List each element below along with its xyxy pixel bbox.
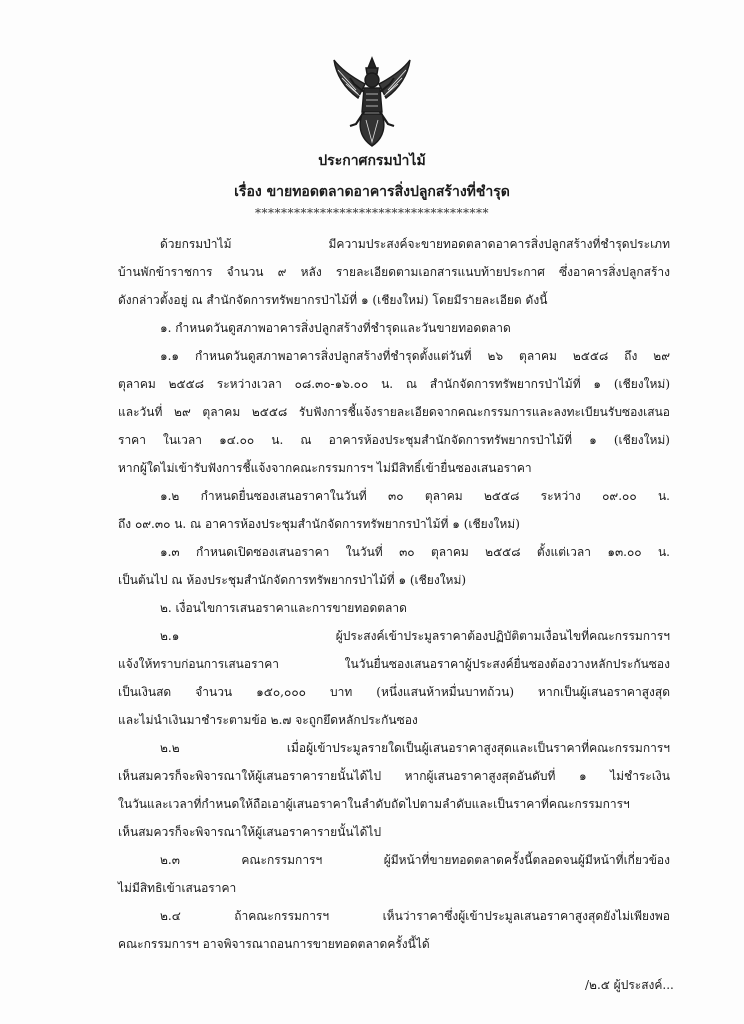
title-separator: ************************************ xyxy=(255,206,489,220)
section-1-1-line: หากผู้ใดไม่เข้ารับฟังการชี้แจ้งจากคณะกรรมการฯ ไม่มีสิทธิ์เข้ายื่นซองเสนอราคา xyxy=(118,461,532,475)
intro-line: บ้านพักข้าราชการ จำนวน ๙ หลัง รายละเอียดตามเอกสารแนบท้ายประกาศ ซึ่งอาคารสิ่งปลูกสร้าง xyxy=(118,265,670,279)
continuation-note: /๒.๕ ผู้ประสงค์... xyxy=(585,978,674,992)
section-1-3-line: ๑.๓ กำหนดเปิดซองเสนอราคา ในวันที่ ๓๐ ตุลาคม ๒๕๕๘ ตั้งแต่เวลา ๑๓.๐๐ น. xyxy=(160,545,670,559)
section-2-heading: ๒. เงื่อนไขการเสนอราคาและการขายทอดตลาด xyxy=(160,601,407,615)
section-2-2-line: เห็นสมควรก็จะพิจารณาให้ผู้เสนอราคารายนั้นได้ไป xyxy=(118,825,382,839)
section-1-heading: ๑. กำหนดวันดูสภาพอาคารสิ่งปลูกสร้างที่ชำรุดและวันขายทอดตลาด xyxy=(160,321,511,335)
section-1-1-line: และวันที่ ๒๙ ตุลาคม ๒๕๕๘ รับฟังการชี้แจ้งรายละเอียดจากคณะกรรมการและลงทะเบียนรับซองเสนอ xyxy=(118,405,670,419)
section-1-1-line: ตุลาคม ๒๕๕๘ ระหว่างเวลา ๐๘.๓๐-๑๖.๐๐ น. ณ สำนักจัดการทรัพยากรป่าไม้ที่ ๑ (เชียงใหม่) xyxy=(118,377,670,391)
section-2-1-line: เป็นเงินสด จำนวน ๑๕๐,๐๐๐ บาท (หนึ่งแสนห้าหมื่นบาทถ้วน) หากเป็นผู้เสนอราคาสูงสุด xyxy=(118,685,670,699)
document-subject: เรื่อง ขายทอดตลาดอาคารสิ่งปลูกสร้างที่ชำรุด xyxy=(234,184,510,200)
section-2-3-line: ๒.๓ คณะกรรมการฯ ผู้มีหน้าที่ขายทอดตลาดครั้งนี้ตลอดจนผู้มีหน้าที่เกี่ยวข้อง xyxy=(160,853,670,867)
section-2-1-line: แจ้งให้ทราบก่อนการเสนอราคา ในวันยื่นซองเสนอราคาผู้ประสงค์ยื่นซองต้องวางหลักประกันซอง xyxy=(118,657,670,671)
intro-line: ด้วยกรมป่าไม้ มีความประสงค์จะขายทอดตลาดอาคารสิ่งปลูกสร้างที่ชำรุดประเภท xyxy=(160,237,670,251)
document-title: ประกาศกรมป่าไม้ xyxy=(318,153,426,169)
section-2-1-line: ๒.๑ ผู้ประสงค์เข้าประมูลราคาต้องปฏิบัติตามเงื่อนไขที่คณะกรรมการฯ xyxy=(160,629,670,643)
section-1-2-line: ถึง ๐๙.๓๐ น. ณ อาคารห้องประชุมสำนักจัดการทรัพยากรป่าไม้ที่ ๑ (เชียงใหม่) xyxy=(118,517,520,531)
section-2-3-line: ไม่มีสิทธิเข้าเสนอราคา xyxy=(118,881,237,895)
section-2-4-line: ๒.๔ ถ้าคณะกรรมการฯ เห็นว่าราคาซึ่งผู้เข้าประมูลเสนอราคาสูงสุดยังไม่เพียงพอ xyxy=(160,909,670,923)
section-2-1-line: และไม่นำเงินมาชำระตามข้อ ๒.๗ จะถูกยึดหลักประกันซอง xyxy=(118,713,418,727)
section-1-2-line: ๑.๒ กำหนดยื่นซองเสนอราคาในวันที่ ๓๐ ตุลาคม ๒๕๕๘ ระหว่าง ๐๙.๐๐ น. xyxy=(160,489,670,503)
garuda-emblem-icon xyxy=(330,54,414,150)
section-1-1-line: ราคา ในเวลา ๑๔.๐๐ น. ณ อาคารห้องประชุมสำนักจัดการทรัพยากรป่าไม้ที่ ๑ (เชียงใหม่) xyxy=(118,433,670,447)
section-2-2-line: ๒.๒ เมื่อผู้เข้าประมูลรายใดเป็นผู้เสนอราคาสูงสุดและเป็นราคาที่คณะกรรมการฯ xyxy=(160,741,670,755)
section-2-2-line: เห็นสมควรก็จะพิจารณาให้ผู้เสนอราคารายนั้นได้ไป หากผู้เสนอราคาสูงสุดอันดับที่ ๑ ไม่ชำระเงิน xyxy=(118,769,670,783)
section-1-3-line: เป็นต้นไป ณ ห้องประชุมสำนักจัดการทรัพยากรป่าไม้ที่ ๑ (เชียงใหม่) xyxy=(118,573,467,587)
intro-line: ดังกล่าวตั้งอยู่ ณ สำนักจัดการทรัพยากรป่าไม้ที่ ๑ (เชียงใหม่) โดยมีรายละเอียด ดังนี้ xyxy=(118,293,548,307)
section-2-2-line: ในวันและเวลาที่กำหนดให้ถือเอาผู้เสนอราคาในลำดับถัดไปตามลำดับและเป็นราคาที่คณะกรรมการฯ xyxy=(118,797,630,811)
section-2-4-line: คณะกรรมการฯ อาจพิจารณาถอนการขายทอดตลาดครั้งนี้ได้ xyxy=(118,937,430,951)
section-1-1-line: ๑.๑ กำหนดวันดูสภาพอาคารสิ่งปลูกสร้างที่ชำรุดตั้งแต่วันที่ ๒๖ ตุลาคม ๒๕๕๘ ถึง ๒๙ xyxy=(160,349,670,363)
